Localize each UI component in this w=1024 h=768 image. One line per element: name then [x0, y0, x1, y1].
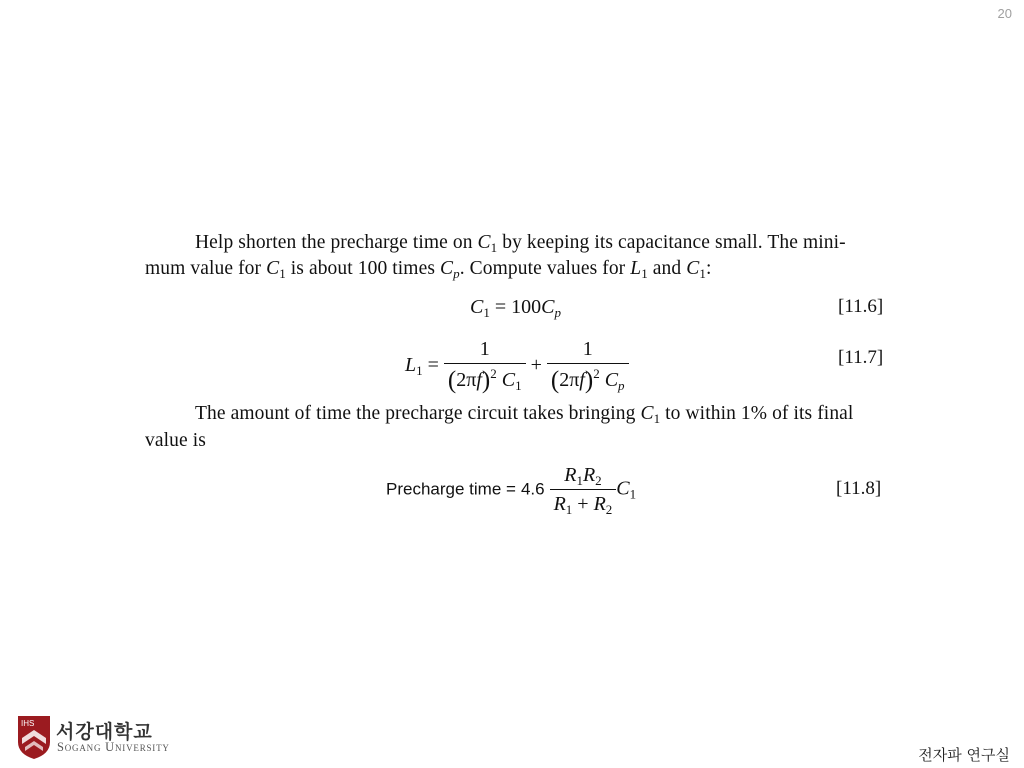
- numerator: 1: [479, 338, 490, 360]
- university-logo: [16, 714, 206, 760]
- fraction: [547, 338, 629, 395]
- math-var: C: [266, 258, 280, 279]
- math-term: 2π: [456, 369, 477, 391]
- text-fragment: . Compute values for: [459, 258, 631, 279]
- text-fragment: by keeping its capacitance small. The mini-: [497, 232, 846, 253]
- numerator: 1: [582, 338, 593, 360]
- math-var: C: [470, 296, 484, 318]
- text-fragment: mum value for: [145, 258, 267, 279]
- math-sub: 2: [605, 502, 613, 517]
- crest-icon: [16, 714, 52, 760]
- denominator: [547, 363, 629, 395]
- math-sub: 1: [653, 411, 661, 426]
- text-fragment: :: [705, 258, 712, 279]
- math-sub: 1: [515, 378, 522, 393]
- equation-11-8: [386, 464, 636, 516]
- math-sub: 1: [629, 486, 637, 502]
- math-var: L: [405, 354, 417, 377]
- math-var: C: [440, 258, 454, 279]
- math-var: R: [582, 464, 596, 486]
- denominator: [550, 489, 617, 516]
- slide-number: 20: [997, 6, 1012, 21]
- math-var: C: [616, 477, 630, 500]
- math-term: 4.6: [520, 479, 545, 499]
- fraction: [550, 464, 617, 516]
- denominator: [444, 363, 526, 395]
- math-label: Precharge time =: [386, 479, 516, 499]
- math-var: C: [541, 296, 555, 318]
- equation-number: [11.8]: [836, 478, 882, 499]
- math-sup: 2: [490, 366, 497, 381]
- math-var: C: [604, 369, 619, 391]
- paren: ): [481, 367, 491, 394]
- math-sub: 1: [641, 266, 648, 281]
- math-term: 2π: [559, 369, 580, 391]
- lab-name: 전자파 연구실: [918, 746, 1010, 764]
- math-sub: 1: [490, 240, 498, 255]
- paragraph1-line1: [195, 232, 846, 254]
- math-op: +: [530, 354, 542, 377]
- math-sub: p: [554, 305, 561, 320]
- text-fragment: is about 100 times: [285, 258, 440, 279]
- text-fragment: Help shorten the precharge time on: [195, 232, 478, 253]
- math-sub: 1: [483, 305, 490, 320]
- math-var: R: [564, 464, 577, 486]
- math-sub: 1: [416, 363, 423, 379]
- equation-11-7: [405, 338, 629, 395]
- math-var: f: [579, 369, 585, 391]
- math-op: =: [422, 354, 439, 377]
- math-var: f: [476, 369, 482, 391]
- fraction: [444, 338, 526, 395]
- math-sub: p: [618, 378, 625, 393]
- math-sub: 1: [565, 502, 573, 517]
- math-var: R: [593, 493, 606, 515]
- equation-11-6: [470, 296, 561, 319]
- math-sub: 1: [279, 266, 286, 281]
- equation-number: [11.7]: [838, 347, 884, 368]
- math-op: +: [572, 493, 594, 515]
- math-sub: 1: [699, 266, 706, 281]
- math-var: C: [686, 258, 700, 279]
- crest-text: IHS: [21, 719, 35, 728]
- math-var: C: [501, 369, 516, 391]
- math-var: R: [553, 493, 566, 515]
- paren: (: [550, 367, 560, 394]
- paren: ): [584, 367, 594, 394]
- paren: (: [447, 367, 457, 394]
- paragraph2-line1: [195, 403, 853, 425]
- equation-number: [11.6]: [838, 296, 884, 317]
- text-fragment: to within 1% of its final: [660, 403, 854, 424]
- math-sup: 2: [593, 366, 600, 381]
- math-sub: p: [453, 266, 460, 281]
- university-name-korean: 서강대학교: [56, 721, 153, 743]
- text-fragment: The amount of time the precharge circuit takes bringing: [195, 403, 641, 424]
- math-sub: 2: [595, 473, 602, 488]
- paragraph1-line2: [145, 258, 711, 280]
- math-var: L: [630, 258, 642, 279]
- university-name-english: Sogang University: [57, 740, 170, 754]
- paragraph2-line2: value is: [145, 430, 206, 451]
- math-sub: 1: [576, 473, 583, 488]
- math-var: C: [477, 232, 491, 253]
- text-fragment: and: [647, 258, 687, 279]
- math-op: = 100: [489, 296, 542, 318]
- math-var: C: [640, 403, 654, 424]
- numerator: [550, 464, 617, 489]
